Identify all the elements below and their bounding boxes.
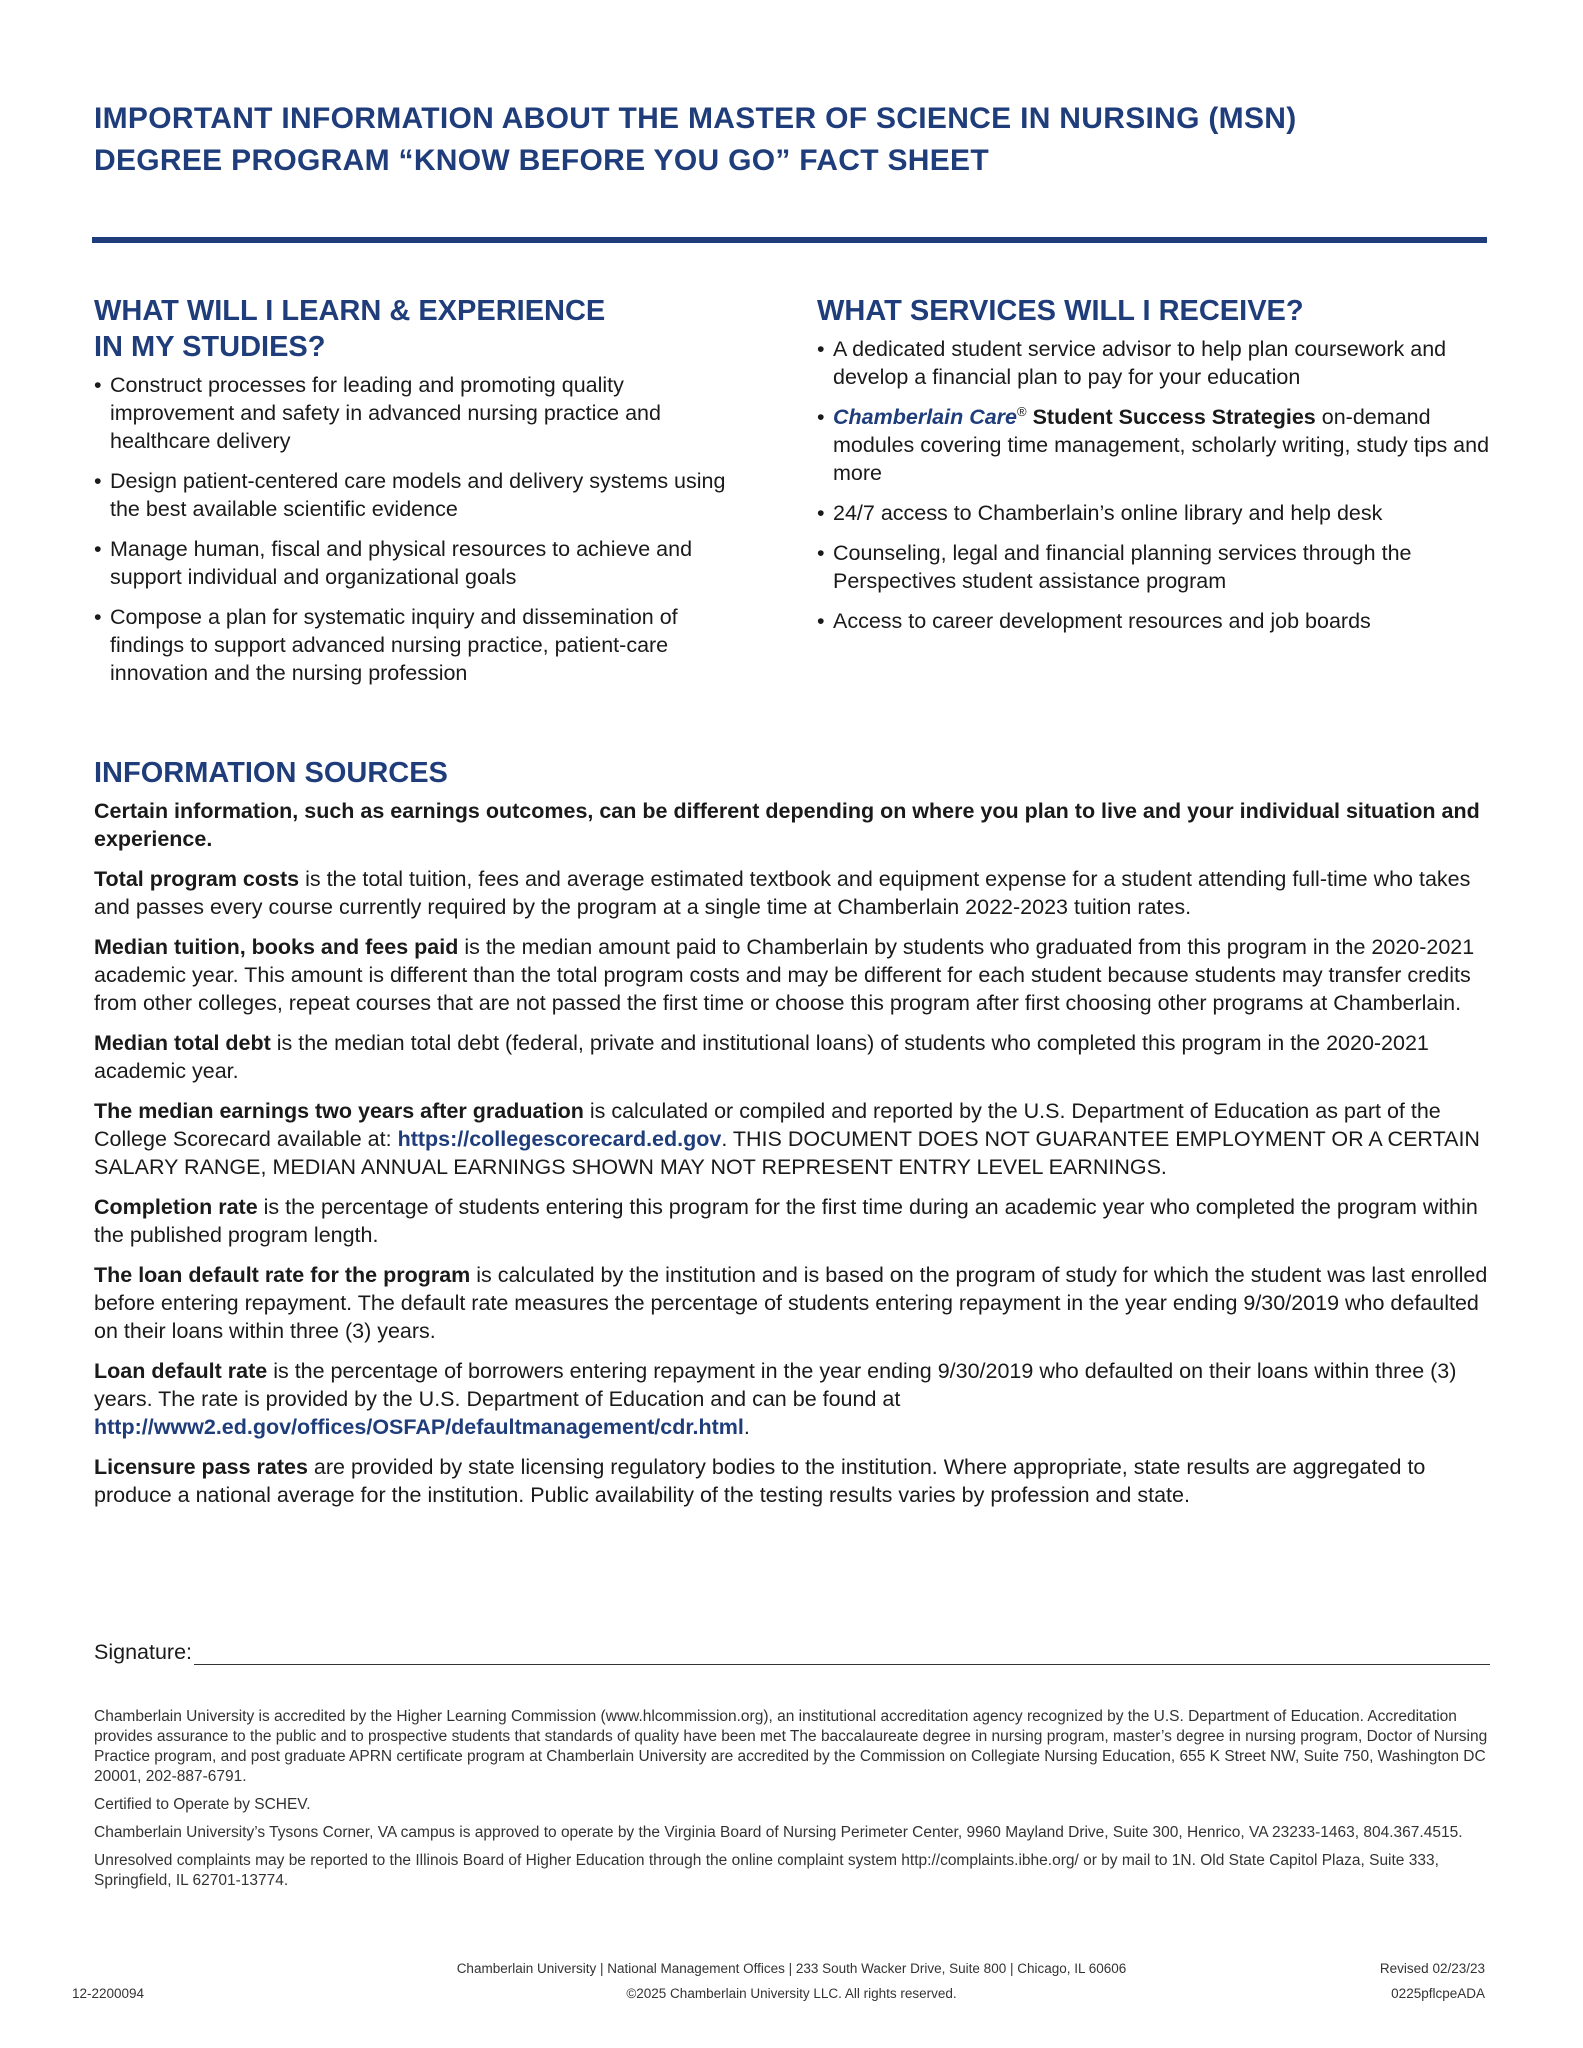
definition-paragraph [94, 1453, 1494, 1509]
definition-text: is calculated or compiled and reported by the U.S. Department of Education as part of the College Scorecard available at: [94, 1099, 1441, 1151]
definition-text: is calculated by the institution and is based on the program of study for which the student was last enrolled before entering repayment. The default rate measures the percentage of students entering repayment in the year ending 9/30/2019 who defaulted on their loans within three (3) years. [94, 1263, 1488, 1343]
services-item [817, 403, 1507, 487]
definition-text: is the total tuition, fees and average estimated textbook and equipment expense for a student attending full-time who takes and passes every course currently required by the program at a single time at Chamberlain 2022-2023 tuition rates. [94, 867, 1471, 919]
sources-heading: INFORMATION SOURCES [94, 757, 448, 789]
definition-term: Total program costs [94, 867, 300, 891]
footer-revised-date: Revised 02/23/23 [1379, 1961, 1485, 1976]
learn-list [94, 371, 734, 687]
services-item: • A dedicated student service advisor to help plan coursework and develop a financial plan to pay for your education [817, 335, 1507, 391]
learn-item: • Compose a plan for systematic inquiry and dissemination of findings to support advanced nursing practice, patient-care innovation and the nursing profession [94, 603, 734, 687]
learn-item: • Construct processes for leading and promoting quality improvement and safety in advanced nursing practice and healthcare delivery [94, 371, 734, 455]
signature-field[interactable] [94, 1637, 1490, 1665]
footer-address: Chamberlain University | National Management Offices | 233 South Wacker Drive, Suite 800 | Chicago, IL 60606 [456, 1961, 1127, 1976]
learn-item: • Design patient-centered care models and delivery systems using the best available scientific evidence [94, 467, 734, 523]
footer-code-right: 0225pflcpeADA [1391, 1986, 1485, 2001]
definition-term: Licensure pass rates [94, 1455, 308, 1479]
services-item: • 24/7 access to Chamberlain’s online library and help desk [817, 499, 1507, 527]
definition-paragraph [94, 1193, 1494, 1249]
definition-paragraph [94, 1357, 1494, 1441]
complaints-paragraph: Unresolved complaints may be reported to the Illinois Board of Higher Education through the online complaint system http://complaints.ibhe.org/ or by mail to 1N. Old State Capitol Plaza, Suite 333, Springfield, IL 62701-13774. [94, 1852, 1439, 1889]
page-title [94, 98, 1394, 182]
learn-section [94, 293, 734, 699]
information-sources-section [94, 755, 1494, 1521]
college-scorecard-link[interactable]: https://collegescorecard.ed.gov [397, 1127, 722, 1151]
definition-term: The median earnings two years after graduation [94, 1099, 584, 1123]
definition-paragraph [94, 865, 1494, 921]
accreditation-fineprint [94, 1707, 1494, 1899]
definition-term: Loan default rate [94, 1359, 268, 1383]
learn-heading-line2: IN MY STUDIES? [94, 331, 326, 363]
title-divider [92, 237, 1487, 243]
services-list [817, 335, 1507, 635]
definition-text: are provided by state licensing regulatory bodies to the institution. Where appropriate, state results are aggregated to produce a national average for the institution. Public availability of the testing results varies by profession and state. [94, 1455, 1426, 1507]
learn-heading [94, 293, 734, 365]
definition-text: is the percentage of borrowers entering repayment in the year ending 9/30/2019 who defaulted on their loans within three (3) years. The rate is provided by the U.S. Department of Education and can be found at [94, 1359, 1457, 1411]
registered-mark: ® [1017, 403, 1027, 419]
services-item-bold: Student Success Strategies [1026, 405, 1316, 429]
definition-paragraph [94, 1029, 1494, 1085]
services-section [817, 293, 1507, 647]
definition-paragraph [94, 1097, 1494, 1181]
services-item: • Counseling, legal and financial planning services through the Perspectives student assistance program [817, 539, 1507, 595]
definition-paragraph [94, 1261, 1494, 1345]
definition-paragraph [94, 933, 1494, 1017]
services-item-text: on-demand modules covering time management, scholarly writing, study tips and more [833, 405, 1490, 485]
signature-label: Signature: [94, 1640, 193, 1664]
learn-heading-line1: WHAT WILL I LEARN & EXPERIENCE [94, 295, 606, 327]
chamberlain-care-brand: Chamberlain Care [833, 405, 1018, 429]
default-management-link[interactable]: http://www2.ed.gov/offices/OSFAP/defaultmanagement/cdr.html [94, 1415, 744, 1439]
accreditation-paragraph: Chamberlain University is accredited by the Higher Learning Commission (www.hlcommission.org), an institutional accreditation agency recognized by the U.S. Department of Education. Accreditation provides assurance to the public and to prospective students that standards of quality have been met The baccalaureate degree in nursing program, master’s degree in nursing program, Doctor of Nursing Practice program, and post graduate APRN certificate program at Chamberlain University are accredited by the Commission on Collegiate Nursing Education, 655 K Street NW, Suite 750, Washington DC 20001, 202-887-6791. [94, 1708, 1488, 1785]
learn-item: • Manage human, fiscal and physical resources to achieve and support individual and organizational goals [94, 535, 734, 591]
page-title-line1: IMPORTANT INFORMATION ABOUT THE MASTER OF SCIENCE IN NURSING (MSN) [94, 102, 1297, 135]
definition-text: is the percentage of students entering this program for the first time during an academic year who completed the program within the published program length. [94, 1195, 1478, 1247]
signature-line[interactable] [194, 1640, 1490, 1665]
services-item: • Access to career development resources and job boards [817, 607, 1507, 635]
definition-term: Median total debt [94, 1031, 271, 1055]
sources-lead: Certain information, such as earnings outcomes, can be different depending on where you plan to live and your individual situation and experience. [94, 799, 1480, 851]
definition-term: The loan default rate for the program [94, 1263, 471, 1287]
definition-text: is the median total debt (federal, private and institutional loans) of students who completed this program in the 2020-2021 academic year. [94, 1031, 1429, 1083]
definition-text: is the median amount paid to Chamberlain by students who graduated from this program in the 2020-2021 academic year. This amount is different than the total program costs and may be different for each student because students may transfer credits from other colleges, repeat courses that are not passed the first time or choose this program after first choosing other programs at Chamberlain. [94, 935, 1475, 1015]
definition-text: . THIS DOCUMENT DOES NOT GUARANTEE EMPLOYMENT OR A CERTAIN SALARY RANGE, MEDIAN ANNUAL EARNINGS SHOWN MAY NOT REPRESENT ENTRY LEVEL EARNINGS. [94, 1127, 1480, 1179]
page-title-line2: DEGREE PROGRAM “KNOW BEFORE YOU GO” FACT SHEET [94, 144, 989, 177]
definition-text: . [743, 1415, 750, 1439]
footer-code-left: 12-2200094 [72, 1986, 145, 2001]
definition-term: Median tuition, books and fees paid [94, 935, 459, 959]
definition-term: Completion rate [94, 1195, 258, 1219]
footer-copyright: ©2025 Chamberlain University LLC. All rights reserved. [626, 1986, 957, 2001]
virginia-paragraph: Chamberlain University’s Tysons Corner, VA campus is approved to operate by the Virginia Board of Nursing Perimeter Center, 9960 Mayland Drive, Suite 300, Henrico, VA 23233-1463, 804.367.4515. [94, 1824, 1463, 1841]
schev-paragraph: Certified to Operate by SCHEV. [94, 1796, 311, 1813]
services-heading: WHAT SERVICES WILL I RECEIVE? [817, 295, 1304, 327]
